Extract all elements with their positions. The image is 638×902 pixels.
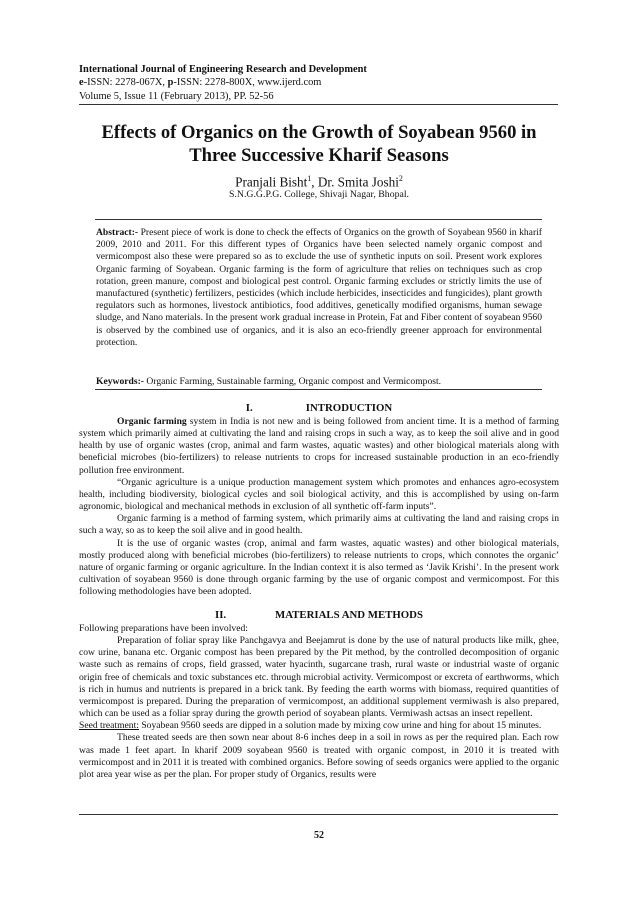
methods-paragraph: These treated seeds are then sown near about 8-6 inches deep in a soil in rows as per the required plan. Each row was made 1 feet apart. In kharif 2009 soyabean 9560 is treated with organic compost, in 2010 it is treated with vermicompost and in 2011 it is treated with combined organics. Before sowing of seeds organics were applied to the organic plot area year wise as per the plan. For proper study of Organics, results were [79, 732, 559, 780]
methods-paragraph: Preparation of foliar spray like Panchgavya and Beejamrut is done by the use of natural products like milk, ghee, cow urine, banana etc. Organic compost has been prepared by the Pit method, by the controlled decomposition of organic waste such as remains of crops, field grassed, water hyacinth, sugarcane trash, rural waste or industrial waste of organic origin free of chemicals and toxic substances etc. through microbial activity. Vermicompost or excreta of earthworms, which is rich in humus and nutrients is prepared in a brick tank. By feeding the earth worms with biomass, required quantities of vermicompost is prepared. During the preparation of vermicompost, an additional supplement vermiwash is also prepared, which can be used as a foliar spray during the growth period of soyabean plants. Vermiwash actsas an insect repellent. [79, 635, 559, 720]
abstract [96, 227, 542, 349]
footer-rule [79, 814, 558, 815]
section-heading-methods: II. MATERIALS AND METHODS [215, 609, 423, 621]
methods-paragraph: Following preparations have been involved: [79, 623, 248, 634]
methods-body [79, 623, 559, 781]
keywords [96, 376, 542, 388]
intro-paragraph: It is the use of organic wastes (crop, animal and farm wastes, aquatic wastes) and other biological materials, mostly produced along with beneficial microbes (bio-fertilizers) to release nutrients to crops, which connotes the organic’ nature of organic farming or organic agriculture. In the Indian context it is also termed as ‘Javik Krishi’. In the present work cultivation of soyabean 9560 is done through organic farming by the use of organic compost and vermicompost. For this following methodologies have been adopted. [79, 537, 559, 598]
page-number: 52 [314, 830, 324, 841]
abstract-bottom-rule [95, 389, 542, 390]
journal-header [79, 63, 559, 103]
header-rule [79, 104, 558, 105]
paper-title: Effects of Organics on the Growth of Soyabean 9560 in Three Successive Kharif Seasons [101, 122, 537, 166]
journal-issn: e-ISSN: 2278-067X, p-ISSN: 2278-800X, www.ijerd.com [79, 77, 322, 89]
methods-paragraph: Seed treatment: Soyabean 9560 seeds are dipped in a solution made by mixing cow urine and hing for about 15 minutes. [79, 720, 542, 732]
abstract-text: Present piece of work is done to check the effects of Organics on the growth of Soyabean 9560 in kharif 2009, 2010 and 2011. For this different types of Organics have been selected namely organic compost and vermicompost also these were prepared so as to exclude the use of synthetic inputs on soil. Present work explores Organic farming of Soyabean. Organic farming is the form of agriculture that relies on techniques such as crop rotation, green manure, compost and biological pest control. Organic farming excludes or strictly limits the use of manufactured (synthetic) fertilizers, pesticides (which include herbicides, insecticides and fungicides), plant growth regulators such as hormones, livestock antibiotics, food additives, genetically modified organisms, human sewage sludge, and Nano materials. In the present work gradual increase in Protein, Fat and Fiber content of soyabean 9560 is observed by the combined use of organics, and it is also an eco-friendly greener approach for environmental protection. [96, 227, 542, 348]
abstract-label: Abstract:- [96, 227, 139, 238]
introduction-body [79, 416, 559, 598]
paper-affiliation: S.N.G.G.P.G. College, Shivaji Nagar, Bhopal. [228, 189, 410, 200]
journal-volume: Volume 5, Issue 11 (February 2013), PP. 52-56 [79, 90, 274, 102]
journal-name: International Journal of Engineering Research and Development [79, 64, 367, 75]
paper-authors: Pranjali Bisht$^1$, Dr. Smita Joshi$^2$ [235, 174, 403, 190]
section-heading-introduction: I. INTRODUCTION [245, 402, 393, 414]
intro-paragraph: Organic farming system in India is not new and is being followed from ancient time. It is a method of farming system which primarily aimed at cultivating the land and raising crops in such a way, as to keep the soil alive and in good health by use of organic wastes (crop, animal and farm wastes, aquatic wastes) and other biological materials along with beneficial microbes (bio-fertilizers) to release nutrients to crops for increased sustainable production in an eco-friendly pollution free environment. [79, 416, 559, 476]
abstract-top-rule [95, 219, 542, 220]
keywords-label: Keywords:- [96, 376, 144, 387]
intro-paragraph: “Organic agriculture is a unique production management system which promotes and enhances agro-ecosystem health, including biodiversity, biological cycles and soil biological activity, and this is accomplished by using on-farm agronomic, biological and mechanical methods in exclusion of all synthetic off-farm inputs”. [79, 476, 559, 513]
keywords-text: Organic Farming, Sustainable farming, Organic compost and Vermicompost. [143, 376, 442, 387]
intro-paragraph: Organic farming is a method of farming system, which primarily aims at cultivating the land and raising crops in such a way, so as to keep the soil alive and in good health. [79, 513, 559, 537]
